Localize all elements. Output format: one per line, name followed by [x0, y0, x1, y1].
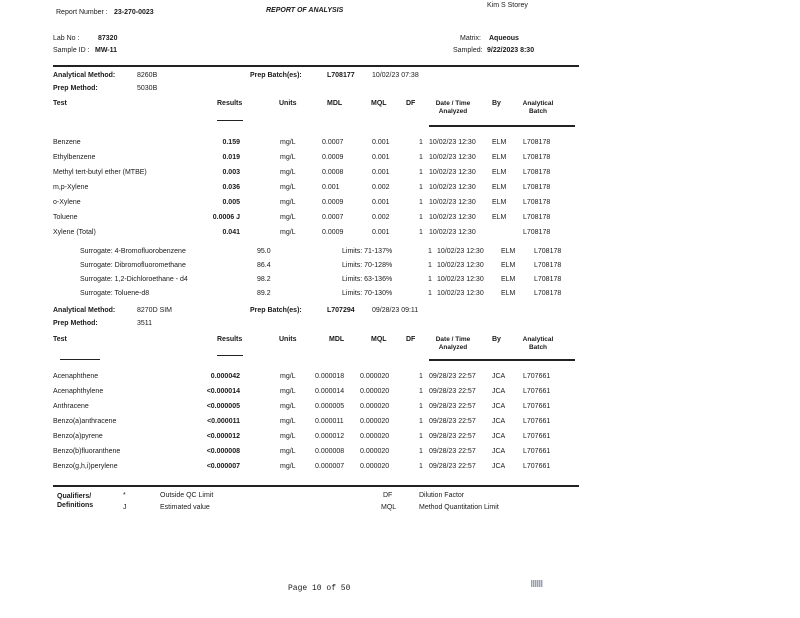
analyst: ELM	[492, 154, 507, 161]
mql-value: 0.000020	[360, 373, 390, 380]
df-value: 1	[419, 448, 423, 455]
analytical-batch: L708178	[534, 290, 562, 297]
analytical-method-label: Analytical Method:	[53, 72, 116, 79]
surrogate-limits: Limits: 70-128%	[342, 262, 393, 269]
result-value: 0.036	[222, 184, 240, 191]
df-value: 1	[419, 154, 423, 161]
df-value: 1	[419, 418, 423, 425]
definition-symbol-df: DF	[383, 492, 393, 499]
mdl-value: 0.0007	[322, 214, 344, 221]
mdl-value: 0.000008	[315, 448, 345, 455]
date-analyzed: 10/02/23 12:30	[437, 262, 484, 269]
definition-symbol-mql: MQL	[381, 504, 397, 511]
analyst: ELM	[492, 139, 507, 146]
prep-batch: L707294	[327, 307, 355, 314]
test-name: Ethylbenzene	[53, 154, 96, 161]
result-value: 0.000042	[210, 373, 240, 380]
result-value: 0.003	[222, 169, 240, 176]
prep-datetime: 10/02/23 07:38	[372, 72, 419, 79]
col-date-analyzed: Date / Time Analyzed	[435, 100, 471, 115]
col-analytical-batch: Analytical Batch	[522, 336, 554, 351]
analytical-batch: L707661	[523, 373, 551, 380]
col-by: By	[492, 336, 501, 343]
col-analytical-batch: Analytical Batch	[522, 100, 554, 115]
analytical-batch: L708178	[523, 139, 551, 146]
df-value: 1	[419, 463, 423, 470]
analyst: ELM	[501, 248, 516, 255]
test-name: Xylene (Total)	[53, 229, 96, 236]
analytical-batch: L707661	[523, 448, 551, 455]
date-analyzed: 10/02/23 12:30	[429, 184, 476, 191]
prep-batch-label: Prep Batch(es):	[250, 307, 302, 314]
analyst: ELM	[492, 184, 507, 191]
definition-text-df: Dilution Factor	[419, 492, 465, 499]
df-value: 1	[428, 290, 432, 297]
page-number: Page 10 of 50	[288, 584, 351, 593]
date-analyzed: 09/28/23 22:57	[429, 418, 476, 425]
df-value: 1	[419, 199, 423, 206]
date-analyzed: 10/02/23 12:30	[429, 199, 476, 206]
col-results: Results	[217, 100, 243, 107]
df-value: 1	[419, 373, 423, 380]
definition-text-mql: Method Quantitation Limit	[419, 504, 499, 511]
test-name: o-Xylene	[53, 199, 81, 206]
prep-datetime: 09/28/23 09:11	[372, 307, 419, 314]
analyst: ELM	[492, 214, 507, 221]
df-value: 1	[419, 388, 423, 395]
mql-value: 0.000020	[360, 418, 390, 425]
unit: mg/L	[280, 169, 296, 176]
analytical-batch: L708178	[534, 262, 562, 269]
col-mdl: MDL	[329, 336, 345, 343]
analytical-batch: L708178	[534, 276, 562, 283]
section1-header-rule	[429, 125, 575, 127]
mdl-value: 0.000011	[315, 418, 344, 425]
report-title: REPORT OF ANALYSIS	[266, 7, 344, 14]
mql-value: 0.001	[372, 154, 390, 161]
mdl-value: 0.000014	[315, 388, 345, 395]
unit: mg/L	[280, 184, 296, 191]
mql-value: 0.000020	[360, 433, 390, 440]
mdl-value: 0.000007	[315, 463, 345, 470]
analytical-batch: L707661	[523, 388, 551, 395]
sample-id-label: Sample ID :	[53, 47, 90, 54]
analyst: ELM	[501, 276, 516, 283]
unit: mg/L	[280, 214, 296, 221]
prep-method: 3511	[137, 320, 153, 327]
result-value: <0.000005	[206, 403, 240, 410]
unit: mg/L	[280, 418, 296, 425]
surrogate-recovery: 95.0	[257, 248, 271, 255]
analytical-batch: L708178	[523, 199, 551, 206]
col-mql: MQL	[371, 100, 387, 107]
result-value: 0.019	[222, 154, 240, 161]
analyst: JCA	[492, 388, 506, 395]
df-value: 1	[428, 248, 432, 255]
analyst: JCA	[492, 463, 506, 470]
col-units: Units	[279, 100, 297, 107]
unit: mg/L	[280, 448, 296, 455]
analytical-batch: L707661	[523, 418, 551, 425]
surrogate-recovery: 86.4	[257, 262, 271, 269]
qualifier-text-estimated: Estimated value	[160, 504, 210, 511]
analyst: ELM	[492, 169, 507, 176]
mql-value: 0.001	[372, 199, 390, 206]
sample-id: MW-11	[95, 47, 118, 54]
result-value: <0.000014	[206, 388, 240, 395]
lab-no-label: Lab No :	[53, 35, 80, 42]
col-mql: MQL	[371, 336, 387, 343]
analytical-batch: L707661	[523, 403, 551, 410]
test-name: Methyl tert-butyl ether (MTBE)	[53, 169, 147, 176]
surrogate-limits: Limits: 71-137%	[342, 248, 393, 255]
analyst: ELM	[501, 262, 516, 269]
date-analyzed: 10/02/23 12:30	[429, 214, 476, 221]
test-name: Benzo(a)anthracene	[53, 418, 117, 425]
result-value: <0.000007	[206, 463, 240, 470]
df-value: 1	[419, 433, 423, 440]
result-value: 0.041	[222, 229, 240, 236]
col-test: Test	[53, 100, 67, 107]
mdl-value: 0.000018	[315, 373, 345, 380]
header-divider	[53, 65, 579, 67]
section2-col-underline	[217, 355, 243, 356]
date-analyzed: 09/28/23 22:57	[429, 433, 476, 440]
qualifier-symbol-star: *	[123, 492, 126, 499]
test-name: Benzene	[53, 139, 81, 146]
unit: mg/L	[280, 154, 296, 161]
prep-batch: L708177	[327, 72, 355, 79]
analyst: ELM	[501, 290, 516, 297]
date-analyzed: 10/02/23 12:30	[437, 248, 484, 255]
qualifier-symbol-j: J	[123, 504, 127, 511]
analytical-batch: L708178	[523, 154, 551, 161]
test-name: Toluene	[53, 214, 78, 221]
prep-method-label: Prep Method:	[53, 320, 98, 327]
qualifier-text-outside-qc: Outside QC Limit	[160, 492, 214, 499]
analytical-batch: L708178	[534, 248, 562, 255]
analytical-batch: L708178	[523, 184, 551, 191]
client-name: Kim S Storey	[487, 2, 528, 9]
surrogate-name: Surrogate: 4-Bromofluorobenzene	[80, 248, 186, 255]
analyst: JCA	[492, 448, 506, 455]
unit: mg/L	[280, 229, 296, 236]
test-name: m,p-Xylene	[53, 184, 89, 191]
col-mdl: MDL	[327, 100, 343, 107]
result-value: 0.0006 J	[212, 214, 240, 221]
analyst: JCA	[492, 373, 506, 380]
barcode-stamp	[531, 580, 543, 587]
mdl-value: 0.0009	[322, 199, 344, 206]
result-value: 0.005	[222, 199, 240, 206]
test-name: Benzo(g,h,i)perylene	[53, 463, 118, 470]
mdl-value: 0.0009	[322, 229, 344, 236]
mql-value: 0.002	[372, 184, 390, 191]
col-units: Units	[279, 336, 297, 343]
col-date-analyzed: Date / Time Analyzed	[435, 336, 471, 351]
col-df: DF	[406, 336, 416, 343]
surrogate-limits: Limits: 70-130%	[342, 290, 393, 297]
unit: mg/L	[280, 199, 296, 206]
surrogate-limits: Limits: 63-136%	[342, 276, 393, 283]
date-analyzed: 09/28/23 22:57	[429, 388, 476, 395]
test-name: Acenaphthylene	[53, 388, 104, 395]
date-analyzed: 10/02/23 12:30	[429, 169, 476, 176]
analytical-batch: L708178	[523, 229, 551, 236]
analytical-method: 8270D SIM	[137, 307, 173, 314]
col-df: DF	[406, 100, 416, 107]
col-test: Test	[53, 336, 67, 343]
mql-value: 0.000020	[360, 448, 390, 455]
df-value: 1	[419, 214, 423, 221]
footer-divider	[53, 485, 579, 487]
mql-value: 0.000020	[360, 403, 390, 410]
sampled-label: Sampled:	[453, 47, 483, 54]
section2-header-rule	[429, 359, 575, 361]
analytical-batch: L707661	[523, 433, 551, 440]
qualifiers-title: Qualifiers/ Definitions	[57, 493, 94, 509]
unit: mg/L	[280, 403, 296, 410]
mql-value: 0.000020	[360, 388, 390, 395]
df-value: 1	[428, 262, 432, 269]
analyst: JCA	[492, 403, 506, 410]
lab-no: 87320	[98, 35, 118, 42]
date-analyzed: 10/02/23 12:30	[429, 139, 476, 146]
analytical-method: 8260B	[137, 72, 158, 79]
prep-batch-label: Prep Batch(es):	[250, 72, 302, 79]
unit: mg/L	[280, 433, 296, 440]
df-value: 1	[419, 403, 423, 410]
df-value: 1	[419, 184, 423, 191]
matrix: Aqueous	[489, 35, 519, 42]
analytical-batch: L708178	[523, 214, 551, 221]
test-name: Benzo(a)pyrene	[53, 433, 103, 440]
mql-value: 0.001	[372, 169, 390, 176]
unit: mg/L	[280, 463, 296, 470]
date-analyzed: 10/02/23 12:30	[437, 290, 484, 297]
date-analyzed: 10/02/23 12:30	[429, 229, 476, 236]
mql-value: 0.000020	[360, 463, 390, 470]
mdl-value: 0.0009	[322, 154, 344, 161]
mdl-value: 0.0008	[322, 169, 344, 176]
date-analyzed: 09/28/23 22:57	[429, 403, 476, 410]
df-value: 1	[419, 229, 423, 236]
analytical-batch: L707661	[523, 463, 551, 470]
surrogate-name: Surrogate: Dibromofluoromethane	[80, 262, 186, 269]
test-name: Anthracene	[53, 403, 89, 410]
mql-value: 0.002	[372, 214, 390, 221]
df-value: 1	[428, 276, 432, 283]
date-analyzed: 09/28/23 22:57	[429, 448, 476, 455]
col-by: By	[492, 100, 501, 107]
mdl-value: 0.0007	[322, 139, 344, 146]
analyst: JCA	[492, 418, 506, 425]
surrogate-recovery: 89.2	[257, 290, 271, 297]
unit: mg/L	[280, 139, 296, 146]
col-results: Results	[217, 336, 243, 343]
date-analyzed: 09/28/23 22:57	[429, 463, 476, 470]
test-name: Acenaphthene	[53, 373, 99, 380]
result-value: <0.000008	[206, 448, 240, 455]
date-analyzed: 10/02/23 12:30	[437, 276, 484, 283]
matrix-label: Matrix:	[460, 35, 481, 42]
sampled-date: 9/22/2023 8:30	[487, 47, 535, 54]
section1-col-underline	[217, 120, 243, 121]
analyst: JCA	[492, 433, 506, 440]
unit: mg/L	[280, 373, 296, 380]
unit: mg/L	[280, 388, 296, 395]
report-number: 23-270-0023	[114, 9, 154, 16]
analytical-batch: L708178	[523, 169, 551, 176]
date-analyzed: 09/28/23 22:57	[429, 373, 476, 380]
mql-value: 0.001	[372, 139, 390, 146]
mdl-value: 0.000005	[315, 403, 345, 410]
df-value: 1	[419, 169, 423, 176]
surrogate-name: Surrogate: 1,2-Dichloroethane - d4	[80, 276, 188, 283]
report-number-label: Report Number :	[56, 9, 108, 16]
mdl-value: 0.000012	[315, 433, 345, 440]
mdl-value: 0.001	[322, 184, 340, 191]
result-value: 0.159	[222, 139, 240, 146]
prep-method-label: Prep Method:	[53, 85, 98, 92]
test-name: Benzo(b)fluoranthene	[53, 448, 121, 455]
result-value: <0.000012	[206, 433, 240, 440]
section2-test-underline	[60, 359, 100, 360]
date-analyzed: 10/02/23 12:30	[429, 154, 476, 161]
mql-value: 0.001	[372, 229, 390, 236]
prep-method: 5030B	[137, 85, 158, 92]
analyst: ELM	[492, 199, 507, 206]
surrogate-recovery: 98.2	[257, 276, 271, 283]
analytical-method-label: Analytical Method:	[53, 307, 116, 314]
df-value: 1	[419, 139, 423, 146]
surrogate-name: Surrogate: Toluene-d8	[80, 290, 150, 297]
result-value: <0.000011	[207, 418, 240, 425]
